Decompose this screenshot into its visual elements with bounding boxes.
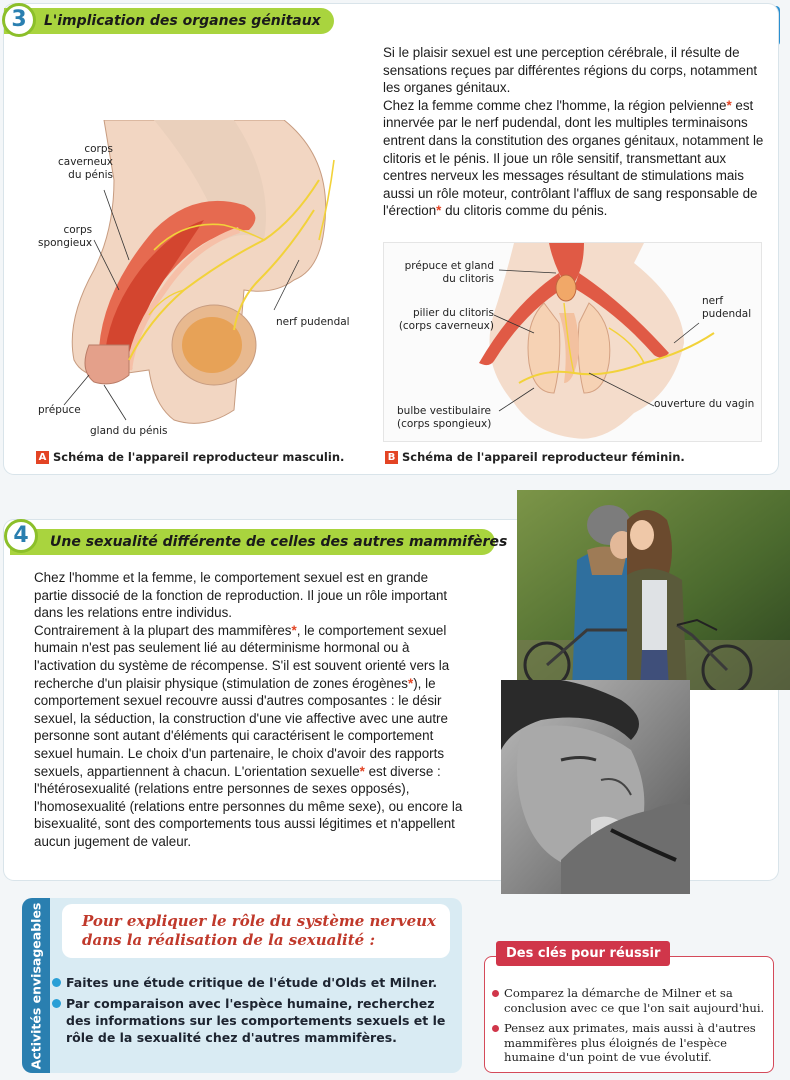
activity-item-1: Faites une étude critique de l'étude d'Olds et Milner.: [66, 974, 451, 991]
photo-man-illustration: [501, 680, 690, 894]
label-gland-penis: gland du pénis: [90, 425, 168, 437]
key-item-2: Pensez aux primates, mais aussi à d'autres mammifères plus éloignés de l'espèce humaine d'un point de vue évolutif.: [504, 1021, 766, 1065]
section-4-number: 4: [4, 519, 38, 553]
activity-item-2: Par comparaison avec l'espèce humaine, recherchez des informations sur les comportements sexuels et le rôle de la sexualité chez d'autres mammifères.: [66, 995, 446, 1046]
section-4-paragraph-1: Chez l'homme et la femme, le comportement sexuel est en grande partie dissocié de la fonction de reproduction. Il joue un rôle important dans les relations entre individus.: [34, 570, 448, 621]
section-3-paragraph-1: Si le plaisir sexuel est une perception cérébrale, il résulte de sensations reçues par différentes régions du corps, notamment les organes génitaux.: [383, 45, 758, 96]
section-3-title: L'implication des organes génitaux: [4, 8, 334, 34]
figure-a-letter: A: [36, 451, 49, 464]
section-4-title: Une sexualité différente de celles des autres mammifères: [10, 529, 495, 555]
section-4-paragraph-2: Contrairement à la plupart des mammifères*, le comportement sexuel humain n'est pas seulement lié au déterminisme hormonal ou à l'activation du système de récompense. S'il est souvent orienté vers la recherche d'un plaisir physique (stimulation de zones érogènes*), le comportement sexuel recouvre aussi d'autres composantes : le désir sexuel, la séduction, la construction d'une vie affective avec une autre personne sont autant d'éléments qui caractérisent le comportement sexuel humain. Le choix d'un partenaire, le choix d'avoir des rapports sexuels, appartiennent à chacun. L'orientation sexuelle* est diverse : l'hétérosexualité (relations entre personnes de sexes opposés), l'homosexualité (relations entre personnes du même sexe), ou encore la bisexualité, sont des comportements tous aussi légitimes et n'appellent aucun jugement de valeur.: [34, 622, 463, 849]
label-corps-caverneux: corps caverneux du pénis: [58, 143, 113, 181]
figure-b-caption: B Schéma de l'appareil reproducteur féminin.: [385, 450, 685, 464]
label-prepuce: prépuce: [38, 404, 81, 416]
label-nerf-pudendal-male: nerf pudendal: [276, 316, 350, 328]
section-3-paragraph-2: Chez la femme comme chez l'homme, la région pelvienne* est innervée par le nerf pudendal, dont les multiples terminaisons entrent dans la constitution des organes génitaux, notamment le clitoris et le pénis. Il joue un rôle sensitif, transmettant aux centres nerveux les messages résultant de stimulations mais aussi un rôle moteur, contrôlant l'afflux de sang responsable de l'érection* du clitoris comme du pénis.: [383, 97, 764, 219]
activities-title: Pour expliquer le rôle du système nerveux dans la réalisation de la sexualité :: [82, 912, 436, 949]
activities-side-banner: [22, 898, 50, 1073]
activities-title-box: [62, 904, 450, 958]
label-pilier-clitoris: pilier du clitoris (corps caverneux): [398, 307, 494, 332]
section-4-text: [34, 569, 464, 851]
photo-couple-illustration: [517, 490, 790, 690]
label-nerf-pudendal-female: nerf pudendal: [702, 295, 752, 320]
label-bulbe-vestibulaire: bulbe vestibulaire (corps spongieux): [397, 405, 492, 430]
activities-box: [22, 898, 462, 1073]
photo-man-portrait: [501, 680, 690, 894]
bullet-icon: [52, 978, 61, 987]
label-prepuce-gland-clitoris: prépuce et gland du clitoris: [404, 260, 494, 285]
bullet-icon: [492, 990, 499, 997]
figure-a-caption: A Schéma de l'appareil reproducteur masculin.: [36, 450, 344, 464]
key-item-1: Comparez la démarche de Milner et sa conclusion avec ce que l'on sait aujourd'hui.: [504, 986, 766, 1015]
label-corps-spongieux: corps spongieux: [38, 224, 93, 249]
bullet-icon: [492, 1025, 499, 1032]
photo-couple-bicycles: [517, 490, 790, 690]
section-3-text: [383, 44, 768, 220]
bullet-icon: [52, 999, 61, 1008]
label-ouverture-vagin: ouverture du vagin: [654, 398, 755, 410]
keys-title: Des clés pour réussir: [496, 941, 670, 966]
activities-side-label: Activités envisageables: [28, 902, 44, 1069]
section-3-number: 3: [2, 3, 36, 37]
figure-b-letter: B: [385, 451, 398, 464]
